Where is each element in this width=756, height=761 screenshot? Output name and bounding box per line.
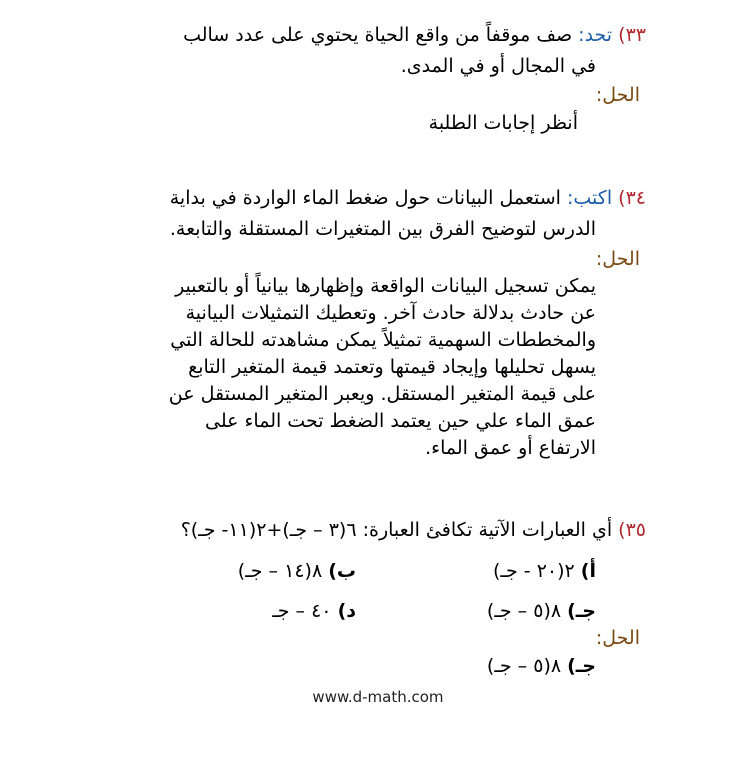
q35-option-a: [493, 558, 596, 584]
q35-answer-text: ٨(٥ – جـ): [486, 655, 562, 677]
q34-answer-line: عن حادث بدلالة حادث آخر. وتعطيك التمثيلات البيانية: [185, 302, 596, 324]
q34-answer-line: على قيمة المتغير المستقل. ويعبر المتغير المستقل عن: [168, 383, 596, 405]
q34-text-line1: استعمل البيانات حول ضغط الماء الواردة في بداية: [169, 187, 561, 209]
q35-option-c: [487, 598, 596, 624]
q35-option-b-label: ب): [328, 560, 356, 582]
q34-line2: الدرس لتوضيح الفرق بين المتغيرات المستقلة والتابعة.: [169, 218, 596, 240]
q35-question-text: أي العبارات الآتية تكافئ العبارة: ٦(٣ – جـ)+٢(١١- جـ)؟: [180, 519, 613, 541]
q33-verb: تحد:: [578, 24, 613, 46]
q35-option-c-text: ٨(٥ – جـ): [486, 600, 562, 622]
q35-option-a-text: ٢(٢٠ - جـ): [493, 560, 575, 582]
q35-answer-label: جـ): [567, 655, 596, 677]
q34-solution-label: [596, 246, 640, 272]
q33-line1: [183, 22, 646, 48]
q34-verb: اكتب:: [566, 187, 613, 209]
footer-site-url: www.d-math.com: [312, 688, 444, 706]
q35-option-d: [272, 598, 356, 624]
q33-answer: أنظر إجابات الطلبة: [428, 112, 578, 134]
q34-answer-line: يسهل تحليلها وإيجاد قيمتها وتعتمد قيمة المتغير التابع: [188, 356, 596, 378]
q33-solution-label: [596, 82, 640, 108]
q35-option-b: [238, 558, 356, 584]
q35-solution-label-text: الحل:: [595, 627, 640, 649]
q34-answer: [116, 273, 596, 462]
q34-answer-line: عمق الماء علي حين يعتمد الضغط تحت الماء على: [204, 410, 596, 432]
q34-answer-line: يمكن تسجيل البيانات الواقعة وإظهارها بيانياً أو بالتعبير: [175, 275, 596, 297]
q34-answer-line: الارتفاع أو عمق الماء.: [425, 437, 596, 459]
q35-option-d-label: د): [337, 600, 356, 622]
q35-option-d-text: ٤٠ – جـ: [272, 600, 332, 622]
q34-answer-line: والمخططات السهمية تمثيلاً يمكن مشاهدته للحالة التي: [170, 329, 596, 351]
q34-line1: [170, 185, 646, 211]
q33-line2: في المجال أو في المدى.: [400, 55, 596, 77]
q35-solution-label: [596, 625, 640, 651]
q35-option-a-label: أ): [580, 560, 596, 582]
q34-solution-label-text: الحل:: [595, 248, 640, 270]
q34-number: ٣٤): [618, 187, 646, 209]
q35-option-c-label: جـ): [567, 600, 596, 622]
q33-text-line1: صف موقفاً من واقع الحياة يحتوي على عدد سالب: [183, 24, 573, 46]
q35-number: ٣٥): [618, 519, 646, 541]
q33-solution-label-text: الحل:: [595, 84, 640, 106]
q35-answer: [487, 653, 596, 679]
q33-number: ٣٣): [618, 24, 646, 46]
q35-option-b-text: ٨(١٤ – جـ): [237, 560, 323, 582]
q35-line1: [181, 517, 646, 543]
